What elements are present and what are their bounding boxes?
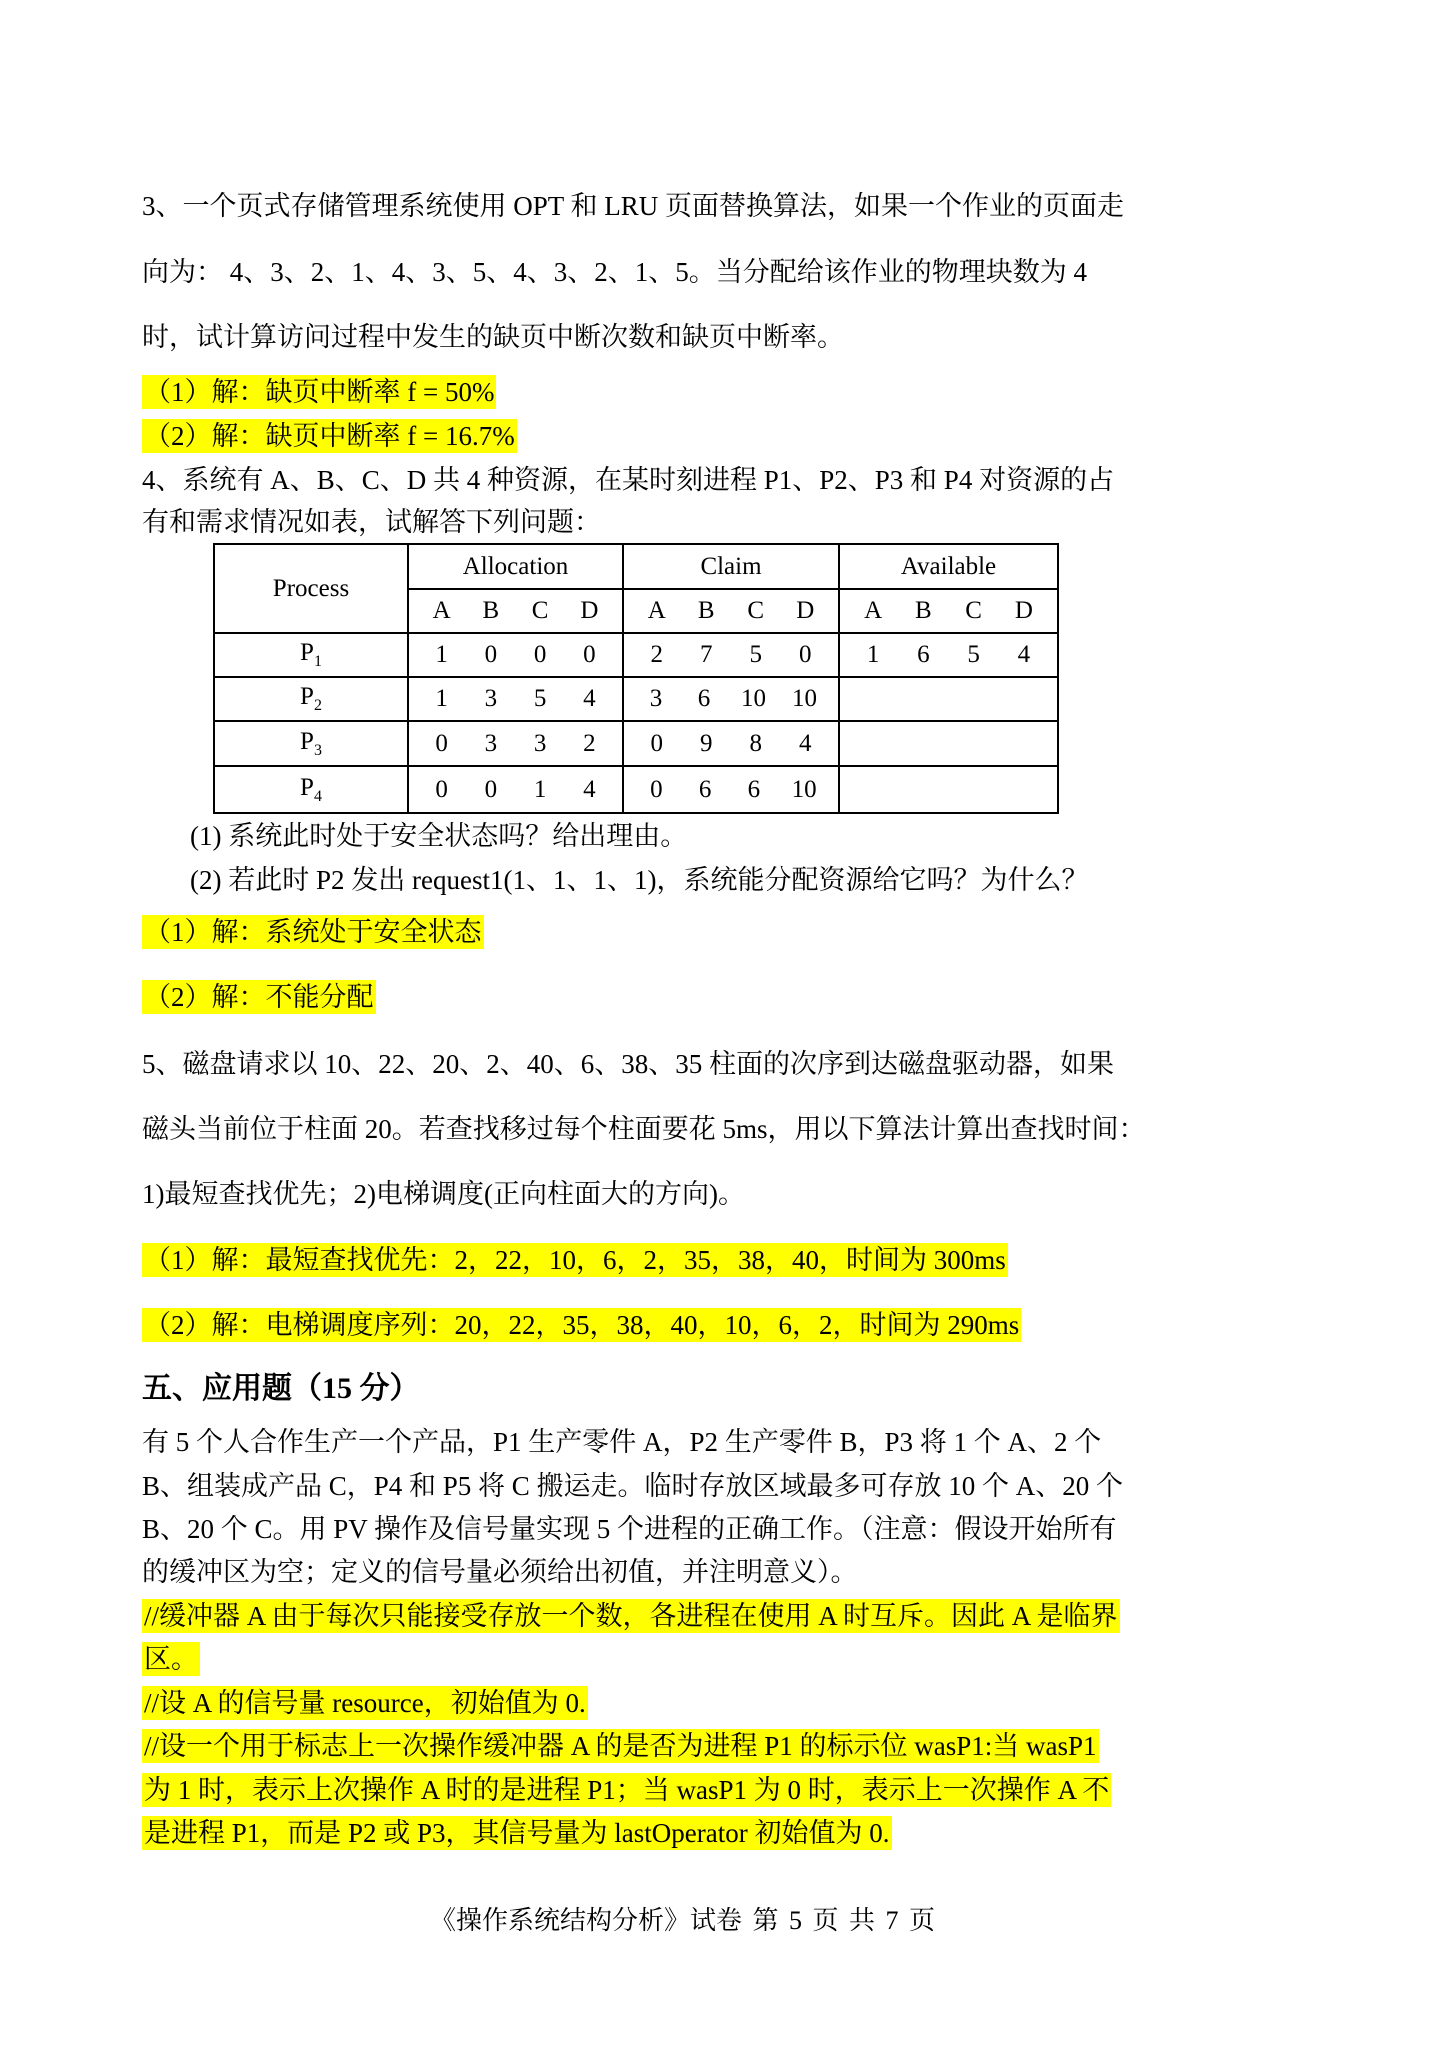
allocation-value: 0: [435, 775, 448, 803]
section5-line-2: B、组装成产品 C，P4 和 P5 将 C 搬运走。临时存放区域最多可存放 10 个 A、20 个: [142, 1471, 1124, 1501]
q4-text-line-2: 有和需求情况如表，试解答下列问题：: [142, 507, 601, 537]
answer-line-1: //缓冲器 A 由于每次只能接受存放一个数，各进程在使用 A 时互斥。因此 A 是临界: [144, 1601, 1118, 1631]
q3-answer-1: （1）解：缺页中断率 f = 50%: [144, 377, 495, 407]
process-header: Process: [214, 544, 408, 633]
available-value: 6: [917, 641, 930, 668]
allocation-value: 0: [435, 729, 448, 757]
q5-text-line-3: 1)最短查找优先；2)电梯调度(正向柱面大的方向)。: [142, 1179, 745, 1209]
section5-line-3: B、20 个 C。用 PV 操作及信号量实现 5 个进程的正确工作。（注意：假设开始所有: [142, 1514, 1117, 1544]
claim-value: 9: [700, 729, 713, 757]
allocation-value: 2: [583, 729, 596, 757]
claim-value: 8: [749, 729, 762, 757]
allocation-value: 1: [435, 685, 448, 712]
answer-line-2: 区。: [144, 1644, 198, 1674]
allocation-value: 1: [435, 641, 448, 668]
claim-value: 0: [650, 775, 663, 803]
available-value: 1: [866, 641, 880, 668]
process-name: $P_4$: [214, 766, 408, 813]
claim-value: 0: [799, 641, 812, 668]
claim-cell: [623, 633, 839, 677]
q5-text-line-2: 磁头当前位于柱面 20。若查找移过每个柱面要花 5ms，用以下算法计算出查找时间：: [142, 1114, 1146, 1144]
q4-text-line-1: 4、系统有 A、B、C、D 共 4 种资源，在某时刻进程 P1、P2、P3 和 P4 对资源的占: [142, 465, 1115, 495]
process-name: $P_3$: [214, 721, 408, 766]
claim-cell: [623, 766, 839, 813]
claim-value: 7: [700, 641, 713, 668]
process-name: $P_2$: [214, 677, 408, 721]
claim-value: 10: [741, 685, 766, 712]
table-row: [214, 766, 1058, 813]
available-value: 5: [967, 641, 980, 668]
process-name: $P_1$: [214, 633, 408, 677]
claim-value: 2: [650, 641, 663, 668]
allocation-value: 4: [583, 775, 596, 803]
q3-text-line-2: 向为： 4、3、2、1、4、3、5、4、3、2、1、5。当分配给该作业的物理块数为 4: [142, 257, 1087, 287]
answer-line-3: //设 A 的信号量 resource，初始值为 0.: [144, 1688, 586, 1718]
available-value: 4: [1017, 641, 1031, 668]
allocation-value: 5: [533, 685, 547, 712]
section5-line-1: 有 5 个人合作生产一个产品，P1 生产零件 A，P2 生产零件 B，P3 将 1 个 A、2 个: [142, 1427, 1102, 1457]
q5-text-line-1: 5、磁盘请求以 10、22、20、2、40、6、38、35 柱面的次序到达磁盘驱动器，如果: [142, 1049, 1114, 1079]
q4-subquestion-2: (2) 若此时 P2 发出 request1(1、1、1、1)，系统能分配资源给它吗？为什么？: [190, 865, 1089, 895]
allocation-value: 0: [533, 641, 547, 668]
answer-line-4: //设一个用于标志上一次操作缓冲器 A 的是否为进程 P1 的标示位 wasP1:当 wasP1: [144, 1731, 1097, 1761]
claim-value: 4: [799, 729, 812, 757]
claim-header: Claim: [623, 544, 839, 589]
claim-value: 6: [698, 775, 712, 803]
claim-value: 6: [697, 685, 711, 712]
table-row: [214, 677, 1058, 721]
allocation-value: 3: [484, 729, 498, 757]
available-cell: [839, 766, 1058, 813]
available-cell: [839, 633, 1058, 677]
available-header: Available: [839, 544, 1058, 589]
allocation-value: 4: [583, 685, 596, 712]
allocation-cell: [408, 721, 623, 766]
q5-answer-1: （1）解：最短查找优先：2，22，10，6，2，35，38，40，时间为 300ms: [144, 1245, 1006, 1275]
allocation-cell: [408, 677, 623, 721]
claim-value: 5: [749, 641, 762, 668]
allocation-value: 3: [533, 729, 547, 757]
allocation-value: 1: [533, 775, 547, 803]
section5-line-4: 的缓冲区为空；定义的信号量必须给出初值，并注明意义）。: [142, 1557, 858, 1587]
section-title: 五、应用题（15 分）: [142, 1372, 420, 1405]
allocation-header: Allocation: [408, 544, 623, 589]
resource-letters-row: A B C D A B C D A B C D: [214, 589, 1058, 633]
q3-text-line-1: 3、一个页式存储管理系统使用 OPT 和 LRU 页面替换算法，如果一个作业的页面走: [142, 191, 1125, 221]
available-cell: [839, 677, 1058, 721]
resource-table: [213, 543, 1059, 814]
allocation-value: 0: [484, 775, 498, 803]
q5-answer-2: （2）解：电梯调度序列：20，22，35，38，40，10，6，2，时间为 290ms: [144, 1310, 1020, 1340]
q3-answer-2: （2）解：缺页中断率 f = 16.7%: [144, 421, 515, 451]
answer-line-6: 是进程 P1，而是 P2 或 P3，其信号量为 lastOperator 初始值为 0.: [144, 1818, 890, 1848]
claim-value: 6: [747, 775, 761, 803]
q4-answer-1: （1）解：系统处于安全状态: [144, 917, 482, 947]
available-cell: [839, 721, 1058, 766]
claim-cell: [623, 677, 839, 721]
answer-line-5: 为 1 时，表示上次操作 A 时的是进程 P1；当 wasP1 为 0 时，表示上一次操作 A 不: [144, 1775, 1110, 1805]
allocation-cell: [408, 766, 623, 813]
claim-value: 3: [649, 685, 663, 712]
q4-answer-2: （2）解：不能分配: [144, 982, 374, 1012]
claim-cell: [623, 721, 839, 766]
page-footer: 《操作系统结构分析》试卷 第 5 页 共 7 页: [430, 1906, 936, 1935]
table-row: [214, 721, 1058, 766]
allocation-value: 3: [484, 685, 498, 712]
claim-value: 0: [650, 729, 663, 757]
q4-subquestion-1: (1) 系统此时处于安全状态吗？给出理由。: [190, 821, 688, 851]
q3-text-line-3: 时，试计算访问过程中发生的缺页中断次数和缺页中断率。: [142, 322, 844, 352]
allocation-value: 0: [583, 641, 596, 668]
allocation-cell: [408, 633, 623, 677]
claim-value: 10: [791, 775, 817, 803]
claim-value: 10: [792, 685, 817, 712]
allocation-value: 0: [484, 641, 498, 668]
table-row: [214, 633, 1058, 677]
